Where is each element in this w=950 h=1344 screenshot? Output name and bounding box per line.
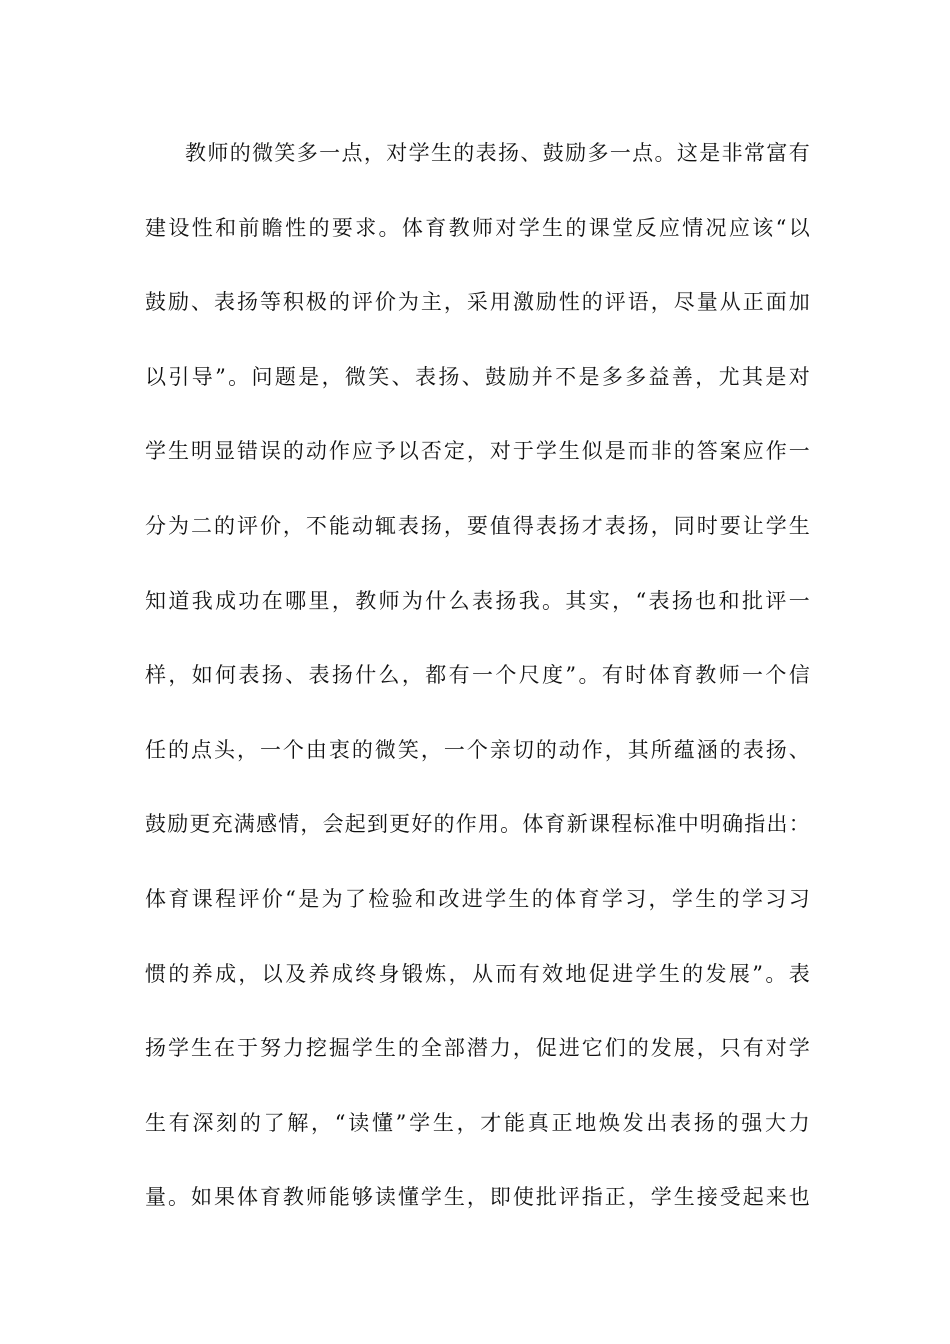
paragraph-line: 鼓励更充满感情，会起到更好的作用。体育新课程标准中明确指出：: [145, 812, 810, 837]
paragraph-line: 生有深刻的了解，“读懂”学生，才能真正地焕发出表扬的强大力: [145, 1110, 810, 1135]
paragraph-line: 分为二的评价，不能动辄表扬，要值得表扬才表扬，同时要让学生: [145, 513, 810, 538]
paragraph-line: 体育课程评价“是为了检验和改进学生的体育学习，学生的学习习: [145, 886, 810, 911]
paragraph: [145, 133, 810, 1252]
paragraph-line: 扬学生在于努力挖掘学生的全部潜力，促进它们的发展，只有对学: [145, 1036, 810, 1061]
paragraph-line: 任的点头，一个由衷的微笑，一个亲切的动作，其所蕴涵的表扬、: [145, 737, 810, 762]
paragraph-line: 惯的养成，以及养成终身锻炼，从而有效地促进学生的发展”。表: [145, 961, 810, 986]
paragraph-line: 学生明显错误的动作应予以否定，对于学生似是而非的答案应作一: [145, 439, 810, 464]
paragraph-line: 样，如何表扬、表扬什么，都有一个尺度”。有时体育教师一个信: [145, 663, 810, 688]
paragraph-line: 建设性和前瞻性的要求。体育教师对学生的课堂反应情况应该“以: [145, 215, 810, 240]
paragraph-line: 量。如果体育教师能够读懂学生，即使批评指正，学生接受起来也: [145, 1185, 810, 1210]
paragraph-line: 教师的微笑多一点，对学生的表扬、鼓励多一点。这是非常富有: [185, 141, 810, 165]
paragraph-line: 以引导”。问题是，微笑、表扬、鼓励并不是多多益善，尤其是对: [145, 364, 810, 389]
paragraph-line: 知道我成功在哪里，教师为什么表扬我。其实，“表扬也和批评一: [145, 588, 810, 613]
paragraph-line: 鼓励、表扬等积极的评价为主，采用激励性的评语，尽量从正面加: [145, 290, 810, 315]
